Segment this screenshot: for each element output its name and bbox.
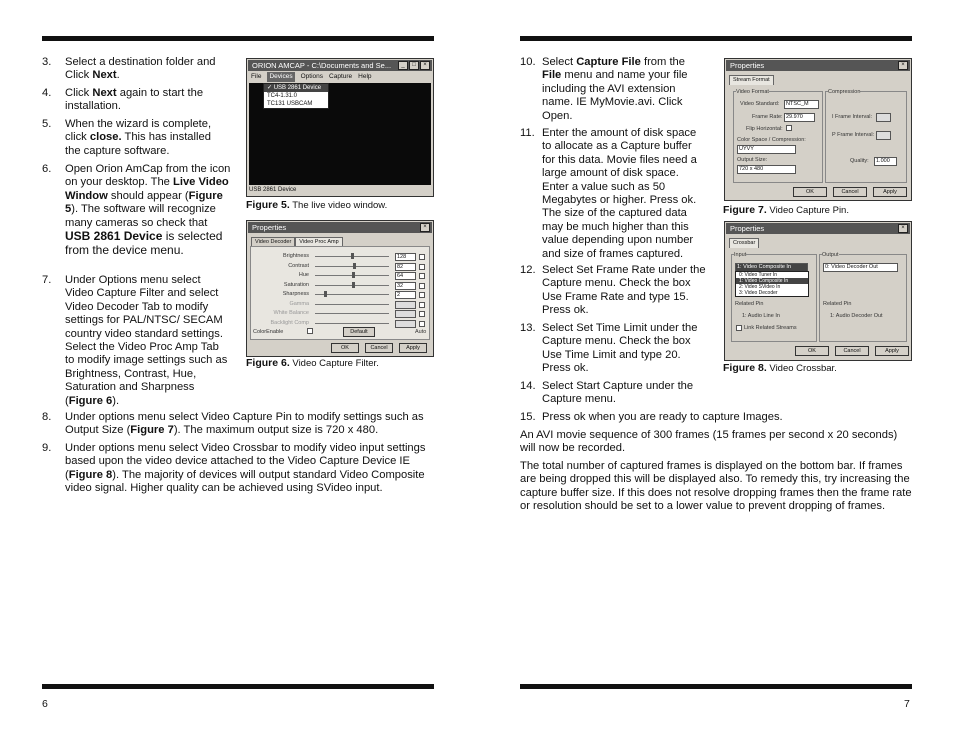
step-number: 12. [520,264,536,276]
close-icon[interactable]: × [420,61,430,70]
output-group [819,254,907,342]
step-text: Click Next again to start the installation. [65,87,204,113]
proc-amp-value[interactable]: 64 [395,272,416,280]
step-text: Select Set Time Limit under the Capture menu. Check the box Use Time Limit and type 20. Press ok. [542,322,698,375]
input-label: Input [734,252,747,258]
bottom-rule-right [520,684,912,689]
auto-label: Auto [415,329,427,335]
step-number: 9. [42,442,52,454]
proc-amp-label: Contrast [288,262,309,269]
cancel-button[interactable]: Cancel [835,346,869,356]
proc-amp-slider[interactable] [315,323,389,324]
auto-checkbox[interactable] [419,302,425,308]
menu-options[interactable]: Options [300,73,324,80]
auto-checkbox[interactable] [419,264,425,270]
paragraph-dropped-frames: The total number of captured frames is displayed on the bottom bar. If frames are being dropped this will be displayed also. To remedy this, try increasing the capture buffer size. If this does not resolve dropping frames then the frame rate or resolution should be set to a lower value to prevent dropping of frames. [520,460,912,513]
input-select[interactable]: 1: Video Composite In [735,263,808,272]
slider-thumb[interactable] [351,253,354,259]
output-related-pin-label: Related Pin [823,301,852,307]
input-option[interactable]: 1: Video Composite In [736,278,808,284]
step-text: Under Options menu select Video Capture Filter and select Video Decoder Tab to modify settings for PAL/NTSC/ SECAM country video standard settings. Select the Video Proc Amp Tab to modify image settings such as Brightness, Contrast, Hue, Saturation and Sharpness (Figure 6). [65,274,228,407]
proc-amp-slider[interactable] [315,313,389,314]
figure-5-caption: Figure 5. The live video window. [246,199,388,211]
proc-amp-panel [250,246,430,340]
top-rule-left [42,36,434,41]
figure-7-caption: Figure 7. Video Capture Pin. [723,204,849,216]
input-option[interactable]: 3: Video Decoder [739,290,778,296]
step-text: Enter the amount of disk space to allocate as a Capture buffer for this data. Movie files need a large amount of disk space. Enter a value such as 50 Megabytes or higher. Press ok. The size of the captured data may be much higher than this value depending upon number and size of frames captured. [542,127,697,260]
close-icon[interactable]: × [898,224,908,233]
auto-checkbox[interactable] [419,283,425,289]
proc-amp-slider[interactable] [315,304,389,305]
tab-row [729,238,759,248]
figure-7-screenshot [724,58,912,201]
figure-6-caption: Figure 6. Video Capture Filter. [246,357,379,369]
status-bar: USB 2861 Device [249,187,297,193]
proc-amp-label: Gamma [289,300,309,307]
bottom-rule-left [42,684,434,689]
output-label: Output [822,252,839,258]
proc-amp-value[interactable]: 32 [395,282,416,290]
step-number: 13. [520,322,536,334]
tab-stream-format[interactable]: Stream Format [729,75,774,85]
step-text: Under options menu select Video Capture Pin to modify settings such as Output Size (Figure 7). The maximum output size is 720 x 480. [65,411,424,437]
iframe-interval-label: I Frame Interval: [832,114,873,120]
device-menu-item[interactable]: TC131 USBCAM [267,101,313,107]
pframe-interval-field[interactable] [876,131,891,140]
step-number: 6. [42,163,52,175]
menu-help[interactable]: Help [358,73,372,80]
figure-8-screenshot [724,221,912,361]
figure-8-caption: Figure 8. Video Crossbar. [723,362,837,374]
flip-horizontal-checkbox[interactable] [786,125,792,131]
pframe-interval-label: P Frame Interval: [832,132,875,138]
menu-capture[interactable]: Capture [329,73,353,80]
paragraph-avi-sequence: An AVI movie sequence of 300 frames (15 frames per second x 20 seconds) will now be recorded. [520,429,898,455]
proc-amp-value[interactable] [395,320,416,328]
proc-amp-value[interactable] [395,310,416,318]
quality-label: Quality: [850,158,869,164]
menu-file[interactable]: File [251,73,262,80]
color-space-select[interactable]: UYVY [737,145,796,154]
auto-checkbox[interactable] [419,321,425,327]
step-number: 3. [42,56,52,68]
top-rule-right [520,36,912,41]
step-number: 5. [42,118,52,130]
color-space-label: Color Space / Compression: [737,137,806,143]
color-enable-label: ColorEnable [253,329,284,335]
output-select[interactable]: 0: Video Decoder Out [823,263,898,272]
cancel-button[interactable]: Cancel [833,187,867,197]
auto-checkbox[interactable] [419,292,425,298]
step-text: Open Orion AmCap from the icon on your desktop. The Live Video Window should appear (Figure 5). The software will recognize many cameras so check that USB 2861 Device is selected from the device menu. [65,163,231,258]
auto-checkbox[interactable] [419,273,425,279]
figure-6-screenshot [246,220,434,357]
step-number: 10. [520,56,536,68]
window-title: Properties [726,223,910,234]
iframe-interval-field[interactable] [876,113,891,122]
devices-dropdown[interactable] [263,83,329,109]
proc-amp-label: Backlight Comp [270,319,309,326]
proc-amp-label: Saturation [283,281,309,288]
link-related-streams-checkbox[interactable] [736,325,742,331]
step-text: When the wizard is complete, click close. This has installed the capture software. [65,118,212,157]
ok-button[interactable]: OK [795,346,829,356]
minimize-icon[interactable]: _ [398,61,408,70]
step-number: 7. [42,274,52,286]
slider-thumb[interactable] [353,263,356,269]
step-text: Under options menu select Video Crossbar to modify video input settings based upon the video device attached to the Video Capture Device IE (Figure 8). The majority of devices will output standard Video Composite video signal. Higher quality can be achieved using SVideo input. [65,442,426,495]
input-option[interactable]: 0: Video Tuner In [739,272,777,278]
apply-button[interactable]: Apply [873,187,907,197]
slider-thumb[interactable] [324,291,327,297]
close-icon[interactable]: × [898,61,908,70]
device-menu-item[interactable]: TC4-1.31.0 [267,93,298,99]
output-related-pin-value: 1: Audio Decoder Out [830,313,883,319]
menu-bar [248,72,432,82]
tab-row [729,75,774,85]
proc-amp-label: Sharpness [282,291,309,297]
step-text: Select a destination folder and Click Next. [65,56,216,82]
color-enable-checkbox[interactable] [307,328,313,334]
step-number: 8. [42,411,52,423]
cancel-button[interactable]: Cancel [365,343,393,353]
device-menu-item[interactable]: ✓ USB 2861 Device [264,84,328,92]
step-text: Select Start Capture under the Capture menu. [542,380,694,406]
input-related-pin-value: 1: Audio Line In [742,313,780,319]
input-related-pin-label: Related Pin [735,301,764,307]
input-option[interactable]: 2: Video SVideo In [739,284,781,290]
proc-amp-value[interactable]: 2 [395,291,416,299]
proc-amp-slider[interactable] [315,266,389,267]
input-options-list [735,271,809,297]
ok-button[interactable]: OK [793,187,827,197]
video-standard-label: Video Standard: [740,101,780,107]
proc-amp-label: White Balance [273,310,309,316]
link-related-streams-label: Link Related Streams [744,325,797,331]
step-number: 11. [520,127,535,139]
compression-group [825,91,907,183]
frame-rate-label: Frame Rate: [752,114,783,120]
figure-5-screenshot [246,58,434,197]
menu-devices[interactable]: Devices [269,73,293,80]
proc-amp-value[interactable]: 128 [395,253,416,261]
window-title: ORION AMCAP - C:\Documents and Se... [248,60,432,71]
page-number-right: 7 [904,698,910,710]
step-number: 4. [42,87,52,99]
apply-button[interactable]: Apply [875,346,909,356]
step-text: Press ok when you are ready to capture Images. [542,411,783,423]
ok-button[interactable]: OK [331,343,359,353]
proc-amp-label: Brightness [283,253,309,259]
step-number: 14. [520,380,536,392]
step-number: 15. [520,411,536,423]
window-title: Properties [248,222,432,233]
tab-video-decoder[interactable]: Video Decoder [251,237,295,247]
output-size-label: Output Size: [737,157,768,163]
window-title: Properties [726,60,910,71]
flip-horizontal-label: Flip Horizontal: [746,126,783,132]
video-format-label: Video Format [736,89,769,95]
auto-checkbox[interactable] [419,254,425,260]
proc-amp-value[interactable]: 82 [395,263,416,271]
proc-amp-value[interactable] [395,301,416,309]
video-format-group [733,91,823,183]
close-icon[interactable]: × [420,223,430,232]
maximize-icon[interactable]: □ [409,61,419,70]
apply-button[interactable]: Apply [399,343,427,353]
input-group [731,254,817,342]
slider-thumb[interactable] [352,272,355,278]
quality-field[interactable]: 1.000 [874,157,897,166]
step-text: Select Set Frame Rate under the Capture menu. Check the box Use Frame Rate and type 15. Press ok. [542,264,706,317]
compression-label: Compression [828,89,861,95]
frame-rate-field[interactable]: 29.970 [784,113,815,122]
auto-checkbox[interactable] [419,311,425,317]
page-number-left: 6 [42,698,48,710]
proc-amp-label: Hue [298,272,309,278]
default-button[interactable]: Default [343,327,375,337]
tab-crossbar[interactable]: Crossbar [729,238,759,248]
step-text: Select Capture File from the File menu and name your file including the AVI extension name. IE MyMovie.avi. Click Open. [542,56,688,122]
video-standard-field[interactable]: NTSC_M [784,100,819,109]
tab-video-proc-amp[interactable]: Video Proc Amp [295,237,342,247]
slider-thumb[interactable] [352,282,355,288]
output-size-select[interactable]: 720 x 480 [737,165,796,174]
